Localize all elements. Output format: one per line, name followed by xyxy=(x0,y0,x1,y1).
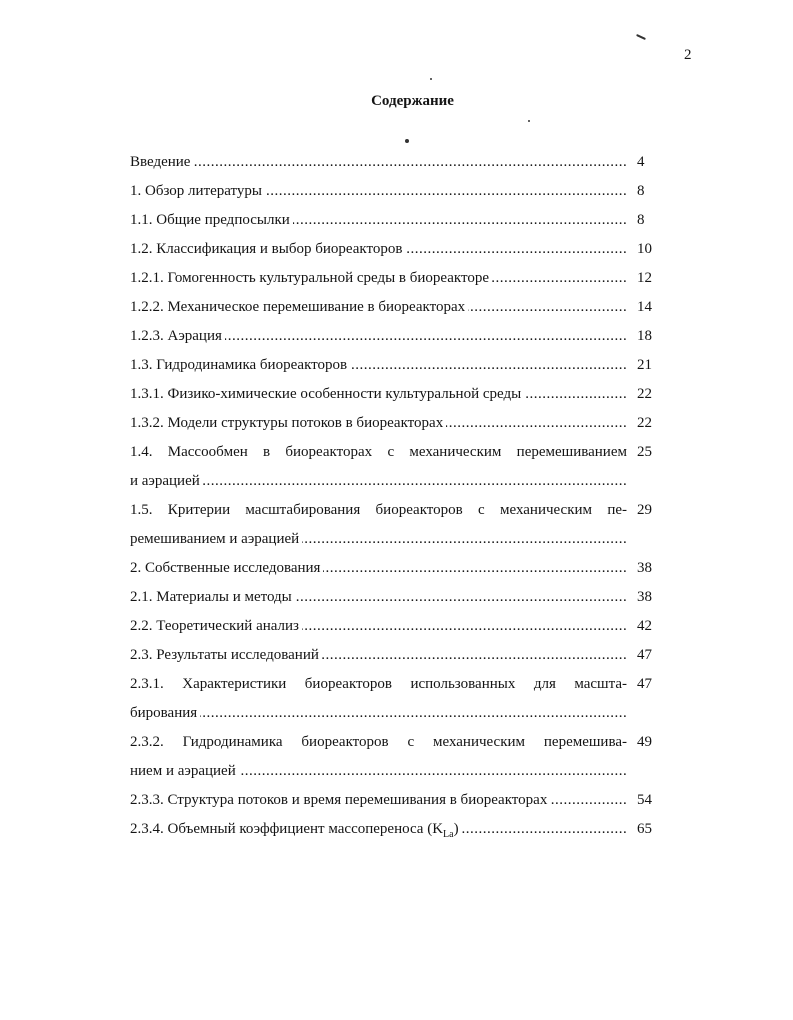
toc-entry xyxy=(130,177,660,206)
toc-entry xyxy=(130,641,660,670)
toc-entry xyxy=(130,815,660,844)
toc-entry-title: 2.1. Материалы и методы ..... xyxy=(130,583,627,612)
toc-page-number: 22 xyxy=(637,415,652,431)
toc-entry-title: 2.3.2. Гидродинамика биореакторов с механическим перемешива- xyxy=(130,734,627,750)
toc-entry xyxy=(130,670,660,728)
toc-entry-title: 1.2.3. Аэрация ..... xyxy=(130,322,627,351)
toc-entry xyxy=(130,612,660,641)
toc-entry-title: и аэрацией ..... xyxy=(130,467,627,496)
toc-page-number: 65 xyxy=(637,821,652,837)
toc-entry xyxy=(130,496,660,554)
toc-entry xyxy=(130,438,660,496)
toc-page-number: 8 xyxy=(637,212,645,228)
toc-page-number: 25 xyxy=(637,444,652,460)
toc-entry-title: 2. Собственные исследования ..... xyxy=(130,554,627,583)
toc-page-number: 22 xyxy=(637,386,652,402)
toc-page-number: 29 xyxy=(637,502,652,518)
toc-page-number: 38 xyxy=(637,560,652,576)
toc-entry-title: 2.2. Теоретический анализ ..... xyxy=(130,612,627,641)
toc-page-number: 10 xyxy=(637,241,652,257)
toc-entry xyxy=(130,206,660,235)
toc-entry xyxy=(130,786,660,815)
toc-entry-title: бирования ..... xyxy=(130,699,627,728)
toc-entry xyxy=(130,322,660,351)
toc-entry xyxy=(130,409,660,438)
toc-page-number: 49 xyxy=(637,734,652,750)
page-title: Содержание xyxy=(371,93,454,109)
toc-entry-title: 2.3.3. Структура потоков и время перемешивания в биореакторах ..... xyxy=(130,786,627,815)
toc-entry xyxy=(130,583,660,612)
toc-entry-title: нием и аэрацией ..... xyxy=(130,757,627,786)
toc-entry-title: 2.3.1. Характеристики биореакторов использованных для масшта- xyxy=(130,676,627,692)
toc-entry-title: 1. Обзор литературы ..... xyxy=(130,177,627,206)
scan-speck xyxy=(405,139,409,143)
page-number: 2 xyxy=(684,47,692,63)
toc-entry-title: 1.2. Классификация и выбор биореакторов ..... xyxy=(130,235,627,264)
toc-page-number: 47 xyxy=(637,676,652,692)
toc-entry-title: 1.1. Общие предпосылки ..... xyxy=(130,206,627,235)
toc-page-number: 47 xyxy=(637,647,652,663)
toc-entry-title: ремешиванием и аэрацией ..... xyxy=(130,525,627,554)
toc-entry-title: 1.3.2. Модели структуры потоков в биореакторах ..... xyxy=(130,409,627,438)
toc-entry-title: 1.4. Массообмен в биореакторах с механическим перемешиванием xyxy=(130,444,627,460)
toc-page-number: 14 xyxy=(637,299,652,315)
toc-entry xyxy=(130,293,660,322)
toc-page-number: 38 xyxy=(637,589,652,605)
toc-entry xyxy=(130,148,660,177)
toc-page-number: 8 xyxy=(637,183,645,199)
scan-speck xyxy=(430,78,432,80)
toc-entry-title: 1.5. Критерии масштабирования биореакторов с механическим пе- xyxy=(130,502,627,518)
toc-page-number: 18 xyxy=(637,328,652,344)
toc-entry xyxy=(130,728,660,786)
toc-entry xyxy=(130,235,660,264)
toc-entry xyxy=(130,351,660,380)
toc-entry-title: Введение ..... xyxy=(130,148,627,177)
toc-page-number: 12 xyxy=(637,270,652,286)
toc-page-number: 42 xyxy=(637,618,652,634)
toc-entry-title: 1.3. Гидродинамика биореакторов ..... xyxy=(130,351,627,380)
toc-page-number: 54 xyxy=(637,792,652,808)
toc-page-number: 21 xyxy=(637,357,652,373)
toc-entry-title: 1.3.1. Физико-химические особенности культуральной среды ..... xyxy=(130,380,627,409)
toc-entry xyxy=(130,264,660,293)
toc-entry-title: 2.3.4. Объемный коэффициент массопереноса $(K_{La})$ ..... xyxy=(130,815,627,844)
toc-entry xyxy=(130,554,660,583)
scan-speck xyxy=(528,120,530,122)
scan-speck xyxy=(636,34,646,40)
toc-page-number: 4 xyxy=(637,154,645,170)
toc-entry-title: 2.3. Результаты исследований ..... xyxy=(130,641,627,670)
toc-entry-title: 1.2.1. Гомогенность культуральной среды в биореакторе ..... xyxy=(130,264,627,293)
toc-entry-title: 1.2.2. Механическое перемешивание в биореакторах ..... xyxy=(130,293,627,322)
toc-entry xyxy=(130,380,660,409)
table-of-contents xyxy=(130,148,660,844)
